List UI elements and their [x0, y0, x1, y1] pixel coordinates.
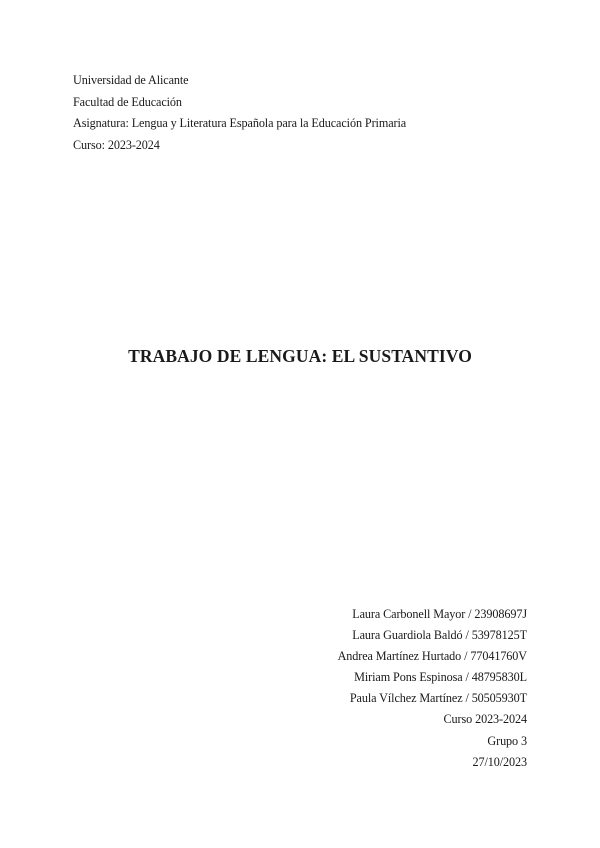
course-info: Curso 2023-2024 [443, 712, 527, 727]
author-line: Miriam Pons Espinosa / 48795830L [354, 670, 527, 685]
author-line: Paula Vílchez Martínez / 50505930T [349, 691, 527, 706]
institution-header [73, 70, 406, 157]
author-line: Laura Carbonell Mayor / 23908697J [352, 607, 527, 621]
faculty-line: Facultad de Educación [73, 94, 182, 109]
author-line: Laura Guardiola Baldó / 53978125T [352, 628, 527, 643]
subject-line: Asignatura: Lengua y Literatura Española para la Educación Primaria [73, 116, 407, 131]
group-info: Grupo 3 [487, 733, 527, 748]
university-line: Universidad de Alicante [73, 73, 189, 87]
course-line: Curso: 2023-2024 [73, 138, 160, 153]
authors-block [338, 604, 527, 773]
document-title: TRABAJO DE LENGUA: EL SUSTANTIVO [128, 346, 472, 366]
author-line: Andrea Martínez Hurtado / 77041760V [337, 649, 527, 664]
date-info: 27/10/2023 [472, 754, 527, 769]
